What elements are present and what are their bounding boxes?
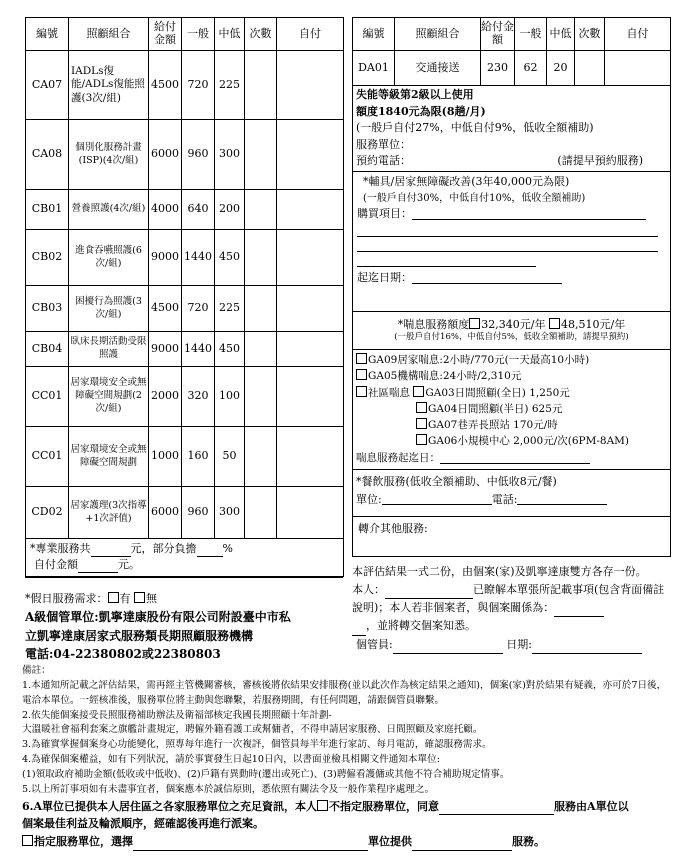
note-item: 2.依失能個案接受長照服務補助辦法及衛福部核定我國長期照顧十年計劃- — [22, 709, 332, 721]
header-pay: 給付金額 — [149, 18, 182, 51]
ga05-checkbox[interactable] — [356, 369, 367, 380]
aids-date-field[interactable] — [412, 270, 562, 284]
row-general: 720 — [182, 51, 215, 120]
unit-name-line2: 立凱寧達康居家式服務類長期照顧服務機構 — [25, 628, 254, 643]
table-row — [26, 51, 344, 120]
row-code: CB04 — [26, 332, 69, 367]
header-midlow: 中低 — [547, 18, 575, 51]
row-midlow: 50 — [215, 427, 245, 487]
row-combo: 營養照護(4次/組) — [69, 190, 149, 230]
designate-label: 指定服務單位，選擇 — [34, 834, 133, 848]
summary-row — [26, 539, 344, 577]
ga03-checkbox[interactable] — [413, 386, 424, 397]
row-code: CB02 — [26, 230, 69, 286]
row-combo: 居家環境安全或無障礙空間規劃 — [69, 427, 149, 487]
community-respite-checkbox[interactable] — [356, 386, 367, 397]
row-combo: 居家護理(3次指導+1次評值) — [69, 487, 149, 539]
table-row — [26, 286, 344, 332]
meal-unit-label: 單位: — [356, 492, 382, 506]
header-midlow: 中低 — [215, 18, 245, 51]
ga09-checkbox[interactable] — [356, 353, 367, 364]
aids-items-line[interactable] — [357, 222, 658, 237]
ga07-checkbox[interactable] — [416, 418, 427, 429]
header-self: 自付 — [605, 18, 671, 51]
table-row — [26, 487, 344, 539]
count-cell[interactable] — [245, 367, 277, 427]
header-general: 一般 — [515, 18, 547, 51]
aids-date-label: 起迄日期： — [357, 271, 412, 284]
row-midlow: 200 — [215, 190, 245, 230]
row-pay: 9000 — [149, 332, 182, 367]
designated-unit-field[interactable] — [133, 837, 368, 851]
table-row — [26, 120, 344, 190]
table-row — [26, 427, 344, 487]
row-code: CB01 — [26, 190, 69, 230]
case-manager-label: 個管員: — [356, 637, 393, 651]
respite-quota — [353, 312, 671, 350]
row-midlow: 300 — [215, 120, 245, 190]
row-general: 160 — [182, 427, 215, 487]
transport-table — [352, 17, 671, 557]
count-cell[interactable] — [245, 190, 277, 230]
ga05-label: GA05機構喘息:24小時/2,310元 — [368, 370, 522, 383]
header-pay: 給付金額 — [481, 18, 515, 51]
note6-a-unit: 服務由A單位以 — [554, 799, 629, 813]
row-combo: 困擾行為照護(3次/組) — [69, 286, 149, 332]
meal-row — [353, 470, 671, 517]
row-midlow: 225 — [215, 51, 245, 120]
self-pay-amount-field[interactable] — [78, 560, 118, 573]
row-combo: 居家環境安全或無障礙空間規劃(2次/組) — [69, 367, 149, 427]
notes-section — [22, 664, 672, 851]
row-general: 960 — [182, 487, 215, 539]
unit-phone: 電話:04-22380802或22380803 — [25, 647, 221, 662]
row-general: 960 — [182, 120, 215, 190]
meal-phone-label: 電話: — [491, 492, 518, 506]
row-general: 320 — [182, 367, 215, 427]
copay-percent-field[interactable] — [197, 544, 223, 557]
note-item: (1)領取政府補助金額(低收或中低收)、(2)戶籍有異動時(遷出或死亡)、(3)聘僱看護傭或其他不符合補助規定情事。 — [22, 769, 510, 781]
count-cell[interactable] — [245, 427, 277, 487]
transport-info-row — [353, 86, 671, 172]
ga06-label: GA06小規模中心 2,000元/次(6PM-8AM) — [428, 435, 630, 448]
row-general: 640 — [182, 190, 215, 230]
holiday-no-checkbox[interactable] — [134, 592, 145, 603]
self-pay-label: 自付金額 — [34, 557, 78, 571]
row-midlow: 450 — [215, 230, 245, 286]
respite-items-row — [353, 350, 671, 470]
row-combo: 進食吞嚥照護(6次/組) — [69, 230, 149, 286]
relationship-field[interactable] — [554, 603, 604, 617]
table-header-row — [353, 18, 671, 51]
note-item: 大溫暖社會福利套案之旗艦計畫規定，聘僱外籍看護工或幫傭者，不得申請居家服務、日間照顧及家庭托顧。 — [22, 724, 483, 736]
self-pay-cell[interactable] — [605, 51, 671, 86]
header-count: 次數 — [245, 18, 277, 51]
row-code: CB03 — [26, 286, 69, 332]
self-pay-cell[interactable] — [277, 332, 344, 367]
meal-phone-field[interactable] — [517, 491, 607, 505]
header-count: 次數 — [575, 18, 605, 51]
self-pay-cell[interactable] — [277, 487, 344, 539]
unit-info — [25, 608, 345, 664]
row-pay: 4500 — [149, 286, 182, 332]
transport-phone-label: 預約電話： — [356, 154, 411, 167]
meal-title: *餐飲服務(低收全額補助、中低收8元/餐) — [356, 475, 557, 488]
row-combo: 交通接送 — [395, 51, 481, 86]
referral: 轉介其他服務: — [353, 517, 671, 557]
transport-info — [353, 86, 671, 172]
summary-cell — [26, 539, 344, 577]
designated-service-field[interactable] — [412, 837, 512, 851]
notes-title: 備註： — [22, 665, 51, 676]
holiday-yes-checkbox[interactable] — [108, 592, 119, 603]
note-item: 1.本通知所記載之評估結果，需再經主管機關審核，審核後將依結果安排服務(並以此次作為核定結果之通知)，個案(家)對於結果有疑義，亦可於7日後，電洽本單位。一經核准後，服務單位將主動與您聯繫，若服務期間，有任何問題，請跟個管員聯繫。 — [22, 679, 667, 706]
note-item: 3.為確實掌握個案身心功能變化，照專每年進行一次複評，個管員每半年進行家訪、每月電訪，確認服務需求。 — [22, 739, 492, 751]
respite-quota2-checkbox[interactable] — [549, 318, 560, 329]
note-item-6 — [22, 798, 672, 851]
row-pay: 230 — [481, 51, 515, 86]
count-cell[interactable] — [245, 230, 277, 286]
agreed-service-field[interactable] — [439, 801, 554, 815]
aids-items-field[interactable] — [412, 206, 646, 220]
header-code: 編號 — [353, 18, 395, 51]
row-general: 62 — [515, 51, 547, 86]
row-pay: 9000 — [149, 230, 182, 286]
respite-header-row — [353, 312, 671, 350]
self-pay-cell[interactable] — [277, 51, 344, 120]
count-cell[interactable] — [245, 332, 277, 367]
yuan-label: 元。 — [118, 557, 140, 571]
transport-limit: 額度1840元為限(8趟/月) — [356, 104, 486, 118]
table-row — [26, 230, 344, 286]
respite-date-field[interactable] — [440, 450, 590, 464]
respite-quota2: 48,510元/年 — [561, 317, 626, 331]
ga07-label: GA07巷弄長照站 170元/時 — [428, 419, 558, 432]
holiday-yes-label: 有 — [119, 592, 131, 605]
aids-row — [353, 172, 671, 312]
respite-quota1: 32,340元/年 — [481, 317, 546, 331]
community-respite-label: 社區喘息 — [368, 386, 410, 399]
row-pay: 4000 — [149, 190, 182, 230]
referral-row — [353, 517, 671, 557]
holiday-no-label: 無 — [146, 592, 157, 605]
self-pay-cell[interactable] — [277, 230, 344, 286]
self-pay-cell[interactable] — [277, 190, 344, 230]
table-row — [26, 190, 344, 230]
row-midlow: 300 — [215, 487, 245, 539]
ga03-label: GA03日間照顧(全日) 1,250元 — [425, 386, 570, 399]
meal-unit-field[interactable] — [382, 491, 492, 505]
transport-booking-note: (請提早預約服務) — [557, 154, 643, 167]
no-designate-checkbox[interactable] — [317, 800, 328, 811]
row-pay: 1000 — [149, 427, 182, 487]
transport-copay: (一般戶自付27%，中低自付9%，低收全額補助) — [356, 121, 594, 134]
assistive-devices — [353, 172, 671, 312]
row-midlow: 225 — [215, 286, 245, 332]
aids-title: *輔具/居家無障礙改善(3年40,000元為限) — [363, 175, 570, 188]
self-pay-cell[interactable] — [277, 427, 344, 487]
count-cell[interactable] — [245, 120, 277, 190]
holiday-label: *假日服務需求： — [25, 592, 108, 605]
agreement-statement: 已瞭解本單張所記載事項(包含背面備註說明)；本人若非個案者，與個案關係為： — [352, 583, 665, 615]
total-amount-field[interactable] — [91, 544, 131, 557]
row-midlow: 20 — [547, 51, 575, 86]
agreement — [352, 563, 674, 654]
self-pay-cell[interactable] — [277, 367, 344, 427]
note-item: 4.為確保個案權益，如有下列狀況，請於事實發生日起10日內，以書面並檢具相關文件通知本單位: — [22, 754, 440, 766]
table-row — [26, 332, 344, 367]
note6-dispatch: 個案最佳利益及輪派順序，經確認後再進行派案。 — [22, 817, 264, 831]
header-general: 一般 — [182, 18, 215, 51]
row-code: CD02 — [26, 487, 69, 539]
count-cell[interactable] — [245, 487, 277, 539]
case-manager-field[interactable] — [393, 640, 503, 654]
professional-service-table — [25, 17, 344, 577]
summary-copay-label: 元，部分負擔 — [130, 542, 197, 555]
respite-title: *喘息服務額度 — [397, 317, 470, 331]
self-pay-cell[interactable] — [277, 120, 344, 190]
row-general: 1440 — [182, 332, 215, 367]
row-combo: 臥床長期活動受限照護 — [69, 332, 149, 367]
percent-sign: % — [222, 542, 233, 555]
signer-name-field[interactable] — [385, 585, 473, 599]
date-label: 日期: — [506, 637, 532, 651]
row-code: CC01 — [26, 427, 69, 487]
note6-no-designate: 不指定服務單位，同意 — [329, 799, 440, 813]
respite-note: (一般戶自付16%，中低自付5%，低收全額補助，請提早預約) — [394, 332, 629, 343]
count-cell[interactable] — [245, 286, 277, 332]
designate-provide-label: 單位提供 — [368, 834, 412, 848]
header-self: 自付 — [277, 18, 344, 51]
aids-items-line[interactable] — [357, 237, 658, 252]
row-midlow: 100 — [215, 367, 245, 427]
ga09-label: GA09居家喘息:2小時/770元(一天最高10小時) — [368, 354, 590, 366]
holiday-service — [25, 592, 343, 606]
date-field[interactable] — [532, 640, 642, 654]
agreement-forward: ，並將轉交個案知悉。 — [366, 619, 476, 633]
row-code: CC01 — [26, 367, 69, 427]
row-pay: 6000 — [149, 487, 182, 539]
designate-checkbox[interactable] — [22, 835, 33, 846]
row-combo: IADLs復能/ADLs復能照護(3次/組) — [69, 51, 149, 120]
respite-options — [353, 350, 671, 470]
row-general: 720 — [182, 286, 215, 332]
transport-eligibility: 失能等級第2級以上使用 — [356, 88, 474, 101]
ga04-label: GA04日間照顧(半日) 625元 — [428, 402, 563, 415]
aids-copay: (一般戶自付30%，中低自付10%，低收全額補助) — [363, 192, 586, 204]
count-cell[interactable] — [245, 51, 277, 120]
relationship-field-cont[interactable] — [352, 622, 366, 636]
table-header-row — [26, 18, 344, 51]
respite-quota1-checkbox[interactable] — [469, 318, 480, 329]
row-code: CA08 — [26, 120, 69, 190]
agreement-copies: 本評估結果一式二份，由個案(家)及凱寧達康雙方各存一份。 — [352, 565, 647, 578]
row-pay: 4500 — [149, 51, 182, 120]
designate-service-label: 服務。 — [512, 834, 545, 848]
right-service-panel — [352, 17, 670, 654]
agreement-self-label: 本人： — [352, 583, 385, 597]
header-combo: 照顧組合 — [395, 18, 481, 51]
summary-total-label: *專業服務共 — [30, 542, 91, 555]
row-combo: 個別化服務計畫(ISP)(4次/組) — [69, 120, 149, 190]
row-pay: 2000 — [149, 367, 182, 427]
header-combo: 照顧組合 — [69, 18, 149, 51]
ga04-checkbox[interactable] — [416, 402, 427, 413]
count-cell[interactable] — [575, 51, 605, 86]
table-row — [353, 51, 671, 86]
note6-text: 6.A單位已提供本人居住區之各家服務單位之充足資訊，本人 — [22, 799, 318, 813]
row-midlow: 450 — [215, 332, 245, 367]
respite-date-label: 喘息服務起迄日： — [356, 451, 440, 464]
row-general: 1440 — [182, 230, 215, 286]
row-code: CA07 — [26, 51, 69, 120]
aids-items-line[interactable] — [357, 252, 536, 267]
left-service-panel — [25, 17, 343, 664]
row-pay: 6000 — [149, 120, 182, 190]
ga06-checkbox[interactable] — [416, 434, 427, 445]
meal-service — [353, 470, 671, 517]
row-code: DA01 — [353, 51, 395, 86]
aids-items-label: 購買項目： — [357, 206, 412, 220]
table-row — [26, 367, 344, 427]
unit-name-line1: A級個管單位:凱寧達康股份有限公司附設臺中市私 — [25, 610, 291, 625]
self-pay-cell[interactable] — [277, 286, 344, 332]
note-item: 5.以上所訂事項如有未盡事宜者，個案應本於誠信原則，悉依照有關法令及一般作業程序處理之。 — [22, 783, 435, 795]
header-code: 編號 — [26, 18, 69, 51]
transport-unit-label: 服務單位： — [356, 137, 411, 151]
